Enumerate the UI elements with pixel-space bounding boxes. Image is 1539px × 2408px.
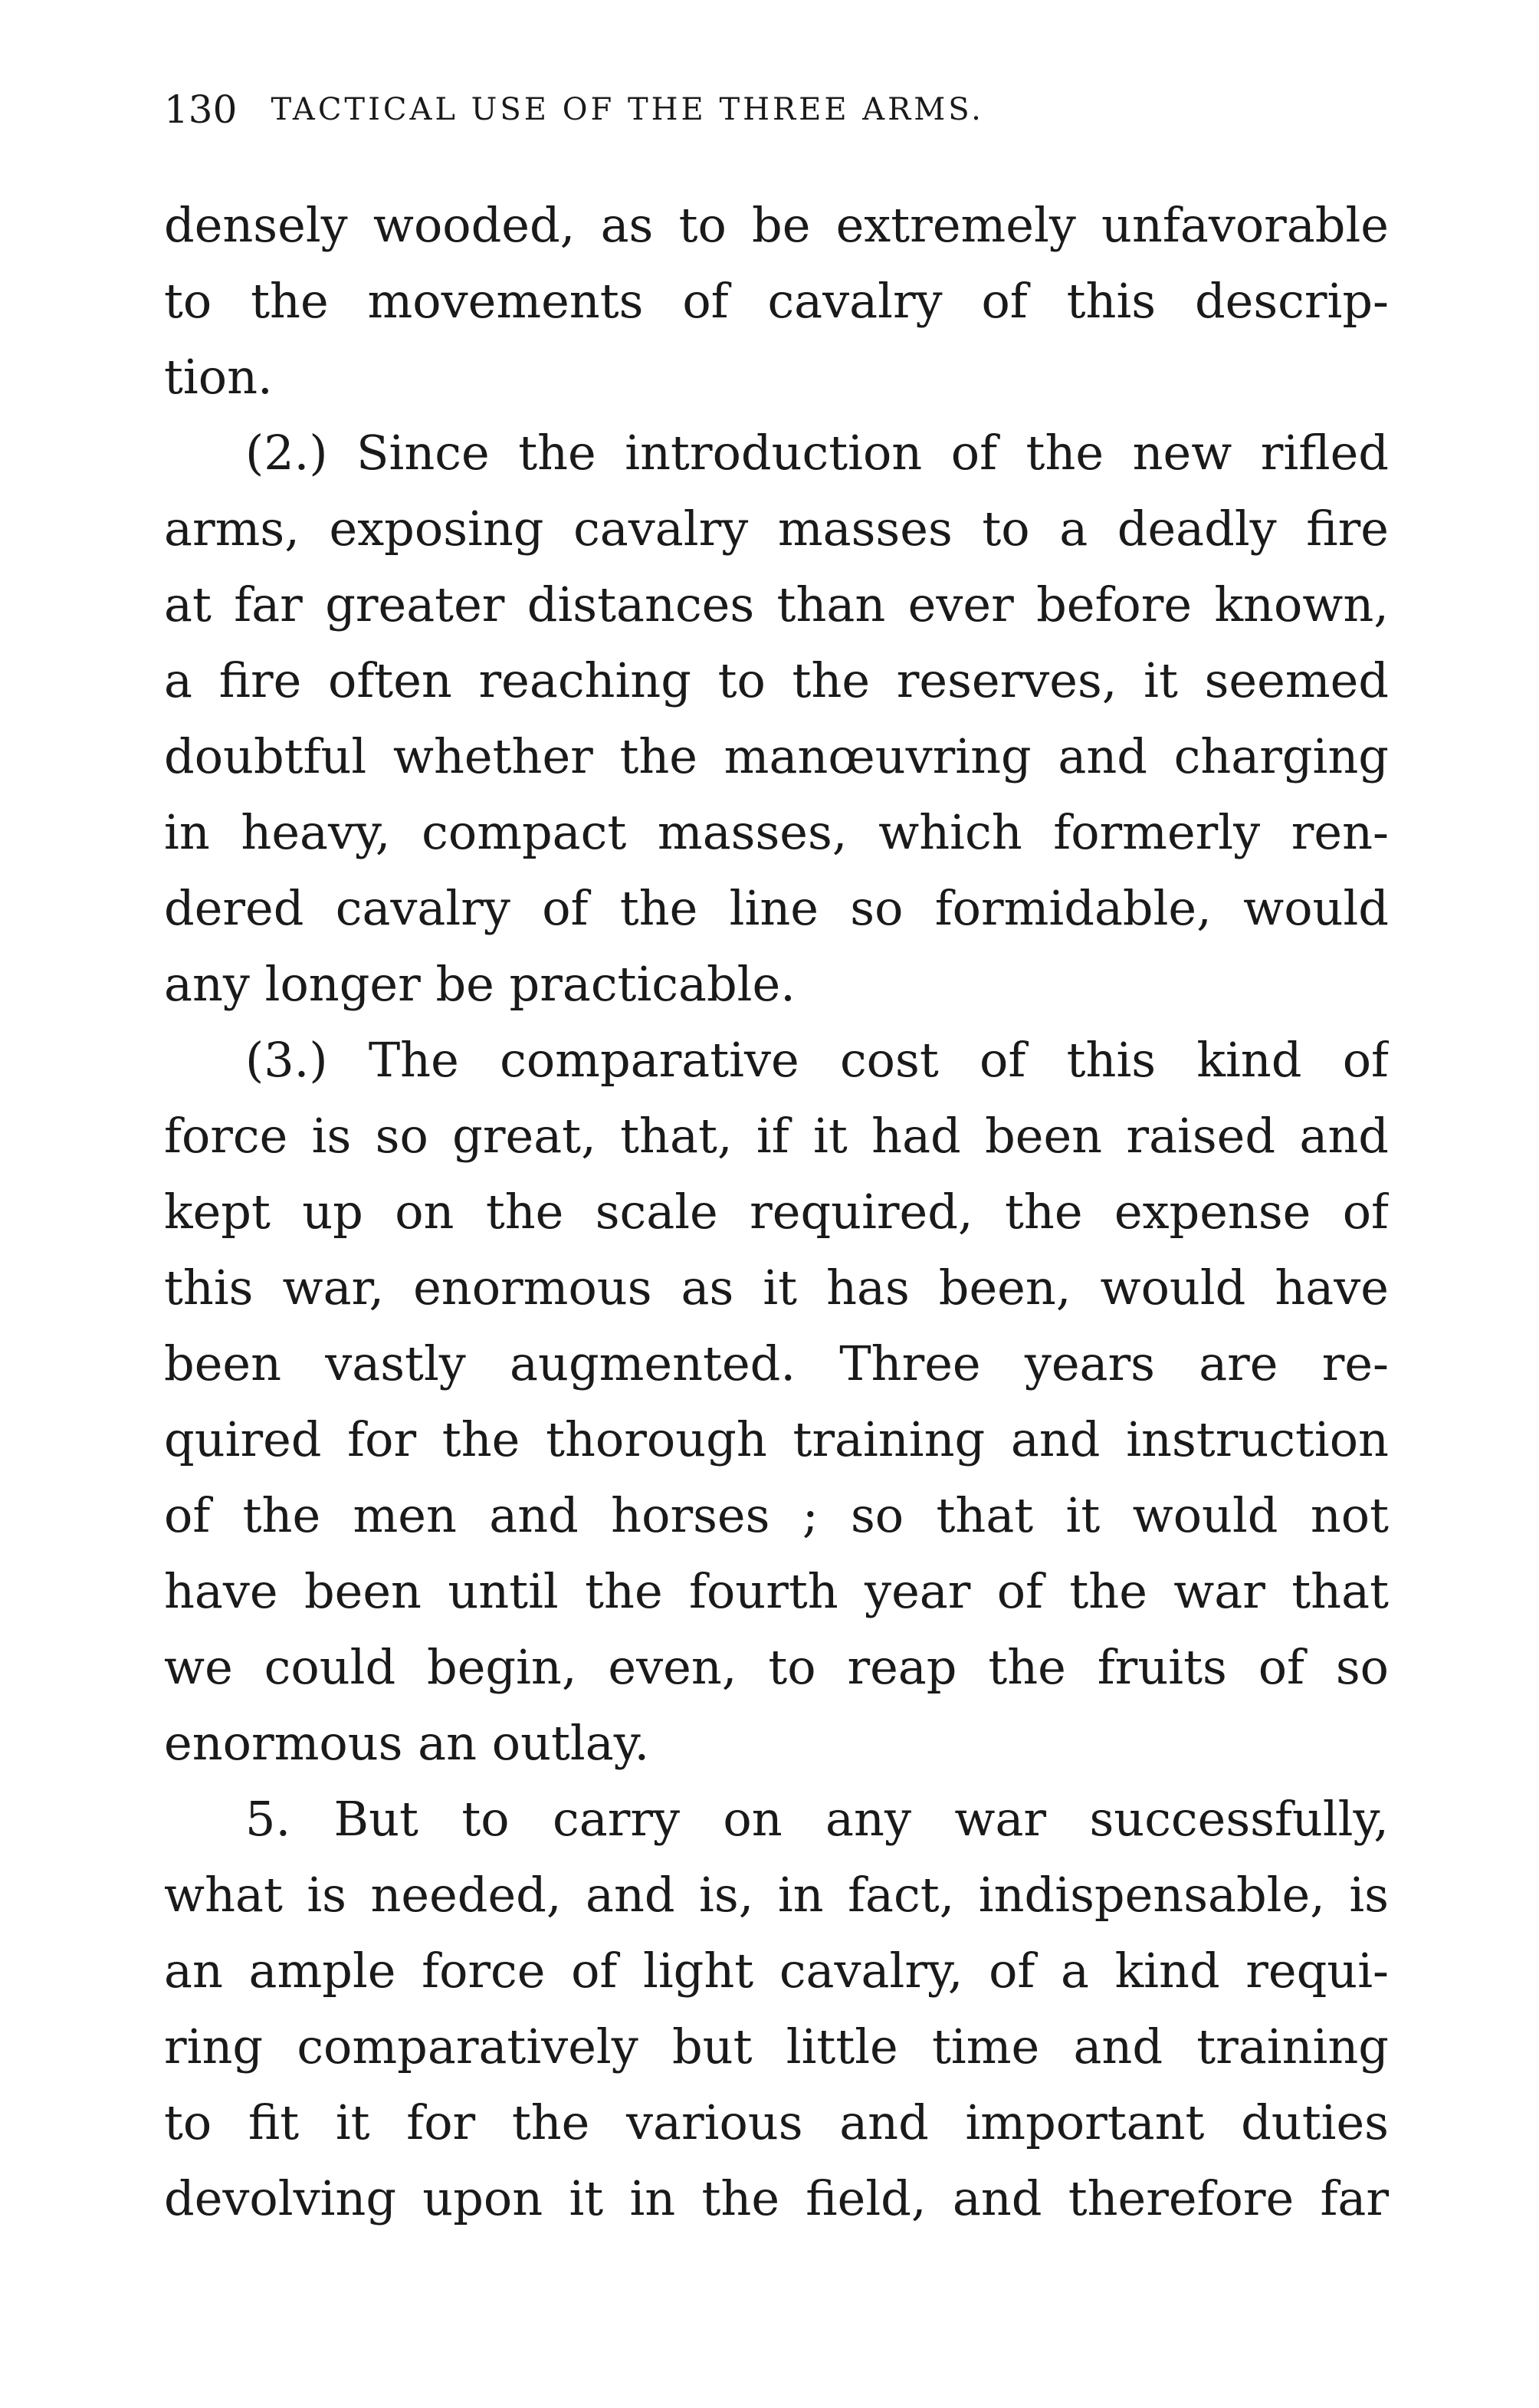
running-title: TACTICAL USE OF THE THREE ARMS. xyxy=(271,92,984,127)
text-line: we could begin, even, to reap the fruits of so xyxy=(164,1639,1389,1695)
text-line: kept up on the scale required, the expense of xyxy=(164,1184,1389,1240)
body-text xyxy=(164,187,1389,2236)
text-line: doubtful whether the manœuvring and charging xyxy=(164,728,1389,784)
text-line: force is so great, that, if it had been raised and xyxy=(164,1108,1389,1164)
text-line: to fit it for the various and important duties xyxy=(164,2094,1389,2150)
text-line: (2.) Since the introduction of the new rifled xyxy=(245,425,1389,481)
text-line: been vastly augmented. Three years are re- xyxy=(164,1335,1389,1391)
text-line: quired for the thorough training and instruction xyxy=(164,1411,1389,1467)
text-line: of the men and horses ; so that it would not xyxy=(164,1487,1389,1543)
text-line: in heavy, compact masses, which formerly ren- xyxy=(164,804,1389,860)
text-line: what is needed, and is, in fact, indispensable, is xyxy=(164,1867,1389,1923)
text-line: enormous an outlay. xyxy=(164,1715,650,1771)
text-line: have been until the fourth year of the war that xyxy=(164,1563,1389,1619)
text-line: this war, enormous as it has been, would have xyxy=(164,1260,1389,1316)
text-line: to the movements of cavalry of this descrip- xyxy=(164,273,1389,329)
text-line: densely wooded, as to be extremely unfavorable xyxy=(164,197,1389,253)
text-line: (3.) The comparative cost of this kind of xyxy=(245,1032,1389,1088)
text-line: arms, exposing cavalry masses to a deadly fire xyxy=(164,501,1389,557)
text-line: any longer be practicable. xyxy=(164,956,796,1012)
text-line: ring comparatively but little time and training xyxy=(164,2019,1389,2075)
text-line: devolving upon it in the field, and therefore far xyxy=(164,2170,1389,2226)
running-header xyxy=(164,83,1245,136)
text-line: a fire often reaching to the reserves, it seemed xyxy=(164,652,1389,708)
text-line: dered cavalry of the line so formidable, would xyxy=(164,880,1389,936)
page-number: 130 xyxy=(164,87,238,132)
text-line: an ample force of light cavalry, of a kind requi- xyxy=(164,1943,1389,1999)
text-line: at far greater distances than ever before known, xyxy=(164,577,1389,632)
text-line: 5. But to carry on any war successfully, xyxy=(245,1791,1389,1847)
text-line: tion. xyxy=(164,349,273,405)
